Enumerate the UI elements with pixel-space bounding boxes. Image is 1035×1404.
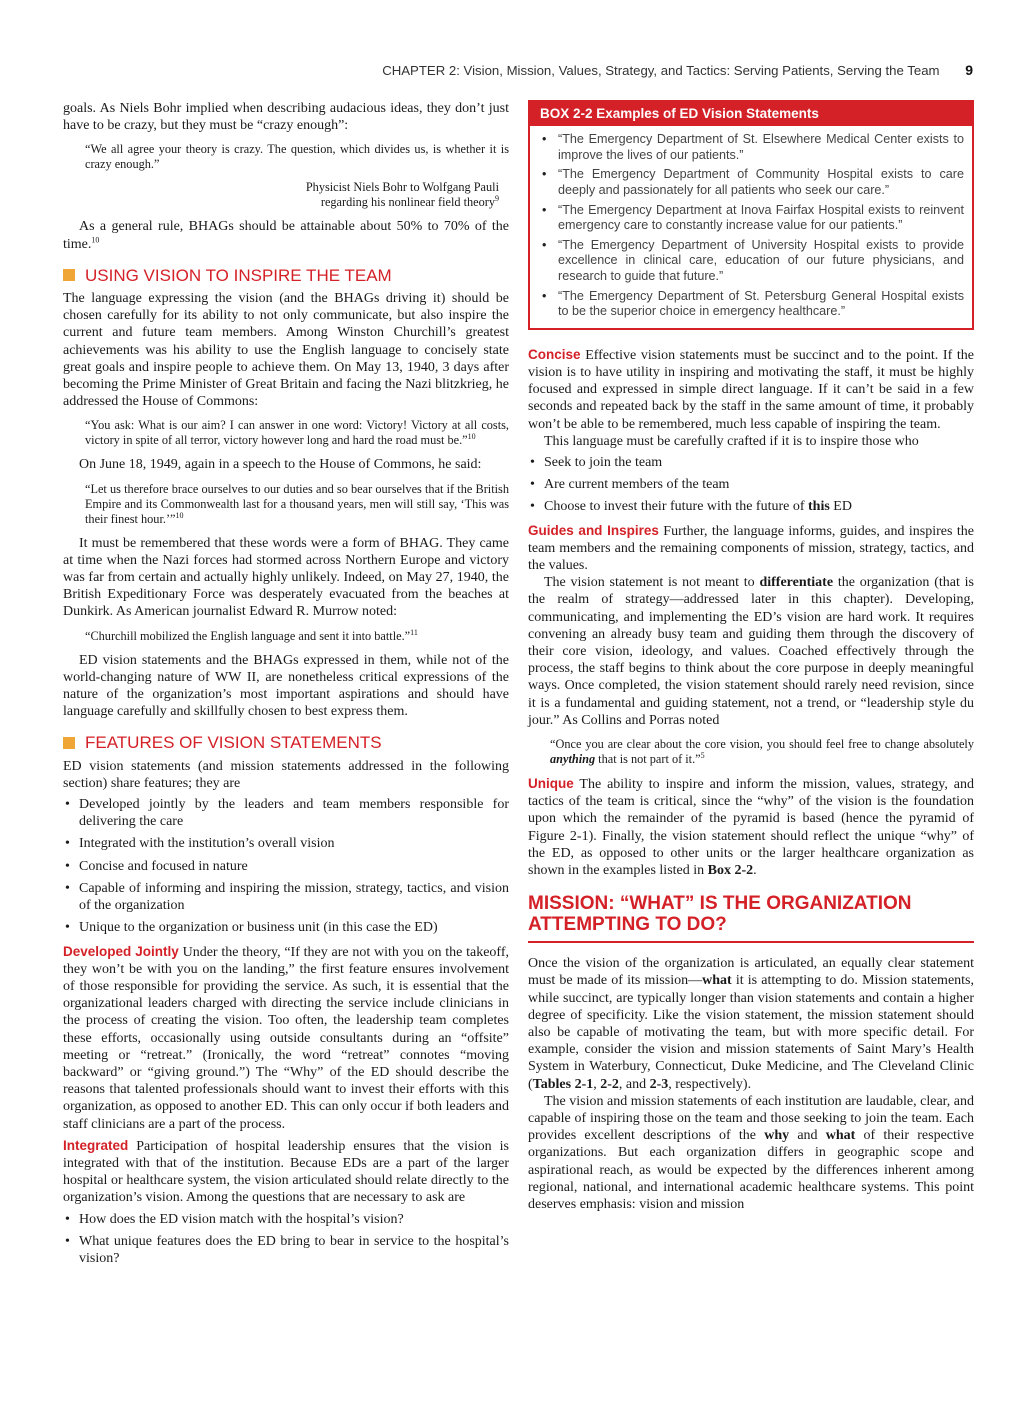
- list-item: • Choose to invest their future with the future of this ED: [528, 498, 974, 515]
- footnote-ref: 10: [175, 510, 184, 520]
- list-item: • “The Emergency Department of Community Hospital exists to care deeply and passionately for all patients who seek our care.”: [540, 167, 964, 198]
- list-item: • Seek to join the team: [528, 454, 974, 471]
- attribution-line-2: regarding his nonlinear field theory$^9$: [320, 194, 499, 210]
- footnote-ref: 10: [91, 234, 100, 244]
- runin-heading-concise: Concise: [528, 346, 581, 362]
- section-heading-mission: MISSION: “WHAT” IS THE ORGANIZATION ATTEMPTING TO DO?: [528, 893, 974, 943]
- runin-heading-developed: Developed Jointly: [63, 943, 179, 959]
- footnote-ref: 11: [410, 627, 418, 637]
- paragraph-unique: Unique The ability to inspire and inform the mission, values, strategy, and tactics of the team is critical, since the “why” of the vision is the foundation upon which the remainder of the pyramid is based (hence the pyramid of Figure 2-1). Finally, the vision statement should reflect the unique “why” of the ED, as opposed to other units or the larger healthcare organization as shown in the examples listed in Box 2-2.: [528, 776, 974, 879]
- box-vision-examples: [528, 100, 974, 330]
- list-item: • Concise and focused in nature: [63, 858, 509, 875]
- features-list: [63, 796, 509, 936]
- running-header: [62, 62, 973, 82]
- box-list: [530, 132, 972, 320]
- paragraph-june: On June 18, 1949, again in a speech to the House of Commons, he said:: [79, 457, 482, 473]
- paragraph-remember: It must be remembered that these words were a form of BHAG. They came at time when the Nazi forces had stormed across Northern Europe and victory was far from certain and actually highly unlikely. Indeed, on May 27, 1940, the British Expeditionary Force was desperately evacuated from the beaches at Dunkirk. As American journalist Edward R. Murrow noted:: [63, 535, 509, 620]
- quote-victory: “You ask: What is our aim? I can answer in one word: Victory! Victory at all costs, victory in spite of all terror, victory however long and hard the road must be.”$^{10}$: [85, 418, 509, 448]
- quote-bohr: “We all agree your theory is crazy. The question, which divides us, is whether it is crazy enough.”: [85, 142, 509, 172]
- list-item: • Unique to the organization or business unit (in this case the ED): [63, 919, 509, 936]
- list-item: • “The Emergency Department of St. Elsewhere Medical Center exists to improve the lives of our patients.”: [540, 132, 964, 163]
- runin-heading-integrated: Integrated: [63, 1137, 129, 1153]
- runin-heading-guides: Guides and Inspires: [528, 522, 659, 538]
- list-item: • Are current members of the team: [528, 476, 974, 493]
- paragraph-general-rule: As a general rule, BHAGs should be attainable about 50% to 70% of the time.$^{10}$: [63, 219, 509, 252]
- list-item: • Developed jointly by the leaders and team members responsible for delivering the care: [63, 796, 509, 830]
- footnote-ref: 5: [700, 750, 705, 760]
- list-item: • Capable of informing and inspiring the mission, strategy, tactics, and vision of the organization: [63, 880, 509, 914]
- list-item: • Integrated with the institution’s overall vision: [63, 835, 509, 852]
- paragraph-crafted: This language must be carefully crafted if it is to inspire those who: [544, 433, 919, 449]
- paragraph-ed-vision: ED vision statements and the BHAGs expressed in them, while not of the world-changing nature of WW II, are nonetheless critical expressions of the nature of the organization’s most important aspirations and should have language carefully and skillfully chosen to best express them.: [63, 652, 509, 720]
- paragraph-features: ED vision statements (and mission statements addressed in the following section) share features; they are: [63, 758, 509, 791]
- list-item: • How does the ED vision match with the hospital’s vision?: [63, 1211, 509, 1228]
- attribution-line-1: Physicist Niels Bohr to Wolfgang Pauli: [305, 180, 499, 195]
- paragraph-language: The language expressing the vision (and the BHAGs driving it) should be chosen carefully for its ability to not only communicate, but also inspire the current and future team members. Among Winston Churchill’s greatest achievements was his ability to use the English language to concisely state great goals and inspire people to achieve them. On May 13, 1940, 3 days after becoming the Prime Minister of Great Britain and facing the Nazi blitzkrieg, he addressed the House of Commons:: [63, 291, 509, 410]
- paragraph-mission: Once the vision of the organization is articulated, an equally clear statement must be made of its mission—what it is attempting to do. Mission statements, while succinct, are typically longer than vision statements and contain a higher degree of specificity. Like the vision statement, the mission statement should also be capable of motivating the team, but with more specific detail. For example, consider the vision and mission statements of Saint Mary’s Health System in Waterbury, Connecticut, Duke Medicine, and The Cleveland Clinic (Tables 2-1, 2-2, and 2-3, respectively).: [528, 956, 974, 1092]
- section-heading-features: FEATURES OF VISION STATEMENTS: [63, 734, 509, 751]
- paragraph-concise: Concise Effective vision statements must be succinct and to the point. If the vision is to have utility in inspiring and motivating the staff, it must be highly focused and expressed in simple direct language. If it can’t be said in a few seconds and repeated back by the staff in the same amount of time, it probably won’t be able to be remembered, much less capable of inspiring the team.: [528, 346, 974, 432]
- crafted-list: [528, 454, 974, 516]
- box-title: BOX 2-2 Examples of ED Vision Statements: [530, 102, 972, 126]
- paragraph-developed-jointly: Developed Jointly Under the theory, “If they are not with you on the takeoff, they won’t be with you on the landing,” the first feature ensures involvement of those responsible for providing the service. As such, it is essential that the organizational leaders charged with directing the service include clinicians in the process of creating the vision. Too often, the leadership team completes these efforts, occasionally using outside consultants during an “offsite” meeting or “retreat.” (Ironically, the word “retreat” connotes “moving backward” or “giving ground.”) The “Why” of the ED should describe the reasons that talented professionals should want to invest their efforts with this organization, as opposed to another ED. This can only occur if both leaders and staff clinicians are a part of the process.: [63, 943, 510, 1132]
- section-heading-inspire: USING VISION TO INSPIRE THE TEAM: [63, 267, 509, 284]
- runin-heading-unique: Unique: [528, 776, 574, 791]
- chapter-title: CHAPTER 2: Vision, Mission, Values, Strategy, and Tactics: Serving Patients, Serving the Team: [382, 63, 940, 78]
- paragraph-laudable: The vision and mission statements of each institution are laudable, clear, and capable of inspiring those on the team and those seeking to join the team. Each provides excellent descriptions of the why and what of their respective organizations. But each organization differs in geographic scope and aspirational reach, as would be expected by the differences inherent among regional, national, and international academic healthcare systems. This point deserves emphasis: vision and mission: [528, 1093, 974, 1213]
- right-column: [528, 100, 974, 1213]
- quote-bohr-attribution: [63, 180, 499, 210]
- list-item: • “The Emergency Department at Inova Fairfax Hospital exists to reinvent emergency care to constantly increase value for our patients.”: [540, 203, 964, 234]
- footnote-ref: 9: [495, 194, 499, 204]
- footnote-ref: 10: [467, 432, 476, 442]
- quote-murrow: “Churchill mobilized the English language and sent it into battle.”$^{11}$: [85, 627, 418, 643]
- paragraph-integrated: Integrated Participation of hospital leadership ensures that the vision is integrated with that of the institution. Because EDs are a part of the larger hospital or healthcare system, the vision articulated should relate directly to the organization’s vision. Among the questions that are necessary to ask are: [63, 1137, 509, 1206]
- paragraph-goals: goals. As Niels Bohr implied when describing audacious ideas, they don’t just have to be crazy, but they must be “crazy enough”:: [63, 101, 509, 134]
- list-item: • “The Emergency Department of University Hospital exists to provide excellence in clinical care, education of our future physicians, and research to guide that future.”: [540, 238, 964, 285]
- page-number: 9: [965, 62, 973, 78]
- paragraph-guides: Guides and Inspires Further, the language informs, guides, and inspires the team members and the remaining components of mission, strategy, tactics, and the values.: [528, 522, 974, 573]
- heading-square-icon: [63, 737, 75, 749]
- list-item: • “The Emergency Department of St. Petersburg General Hospital exists to be the superior choice in emergency healthcare.”: [540, 289, 964, 320]
- quote-collins-porras: “Once you are clear about the core vision, you should feel free to change absolutely anything that is not part of it.”$^5$: [550, 737, 974, 766]
- paragraph-differentiate: The vision statement is not meant to differentiate the organization (that is the realm of strategy—addressed later in this chapter). Developing, communicating, and implementing the ED’s vision are hard work. It requires convening an already busy team and guiding them through the discovery of their core vision, ideology, and values. Coached effectively through the process, the staff begins to think about the core purpose in deeply meaningful ways. Once completed, the vision statement should rarely need revision, since it is a fundamental and guiding statement, not a trend, or “leadership style du jour.” As Collins and Porras noted: [528, 575, 974, 728]
- integrated-questions-list: [63, 1211, 509, 1268]
- left-column: [63, 100, 509, 1273]
- quote-finest-hour: “Let us therefore brace ourselves to our duties and so bear ourselves that if the British Empire and its Commonwealth last for a thousand years, men will still say, ‘This was their finest hour.’”$^{10}$: [85, 481, 509, 526]
- heading-square-icon: [63, 269, 75, 281]
- list-item: • What unique features does the ED bring to bear in service to the hospital’s vision?: [63, 1233, 509, 1267]
